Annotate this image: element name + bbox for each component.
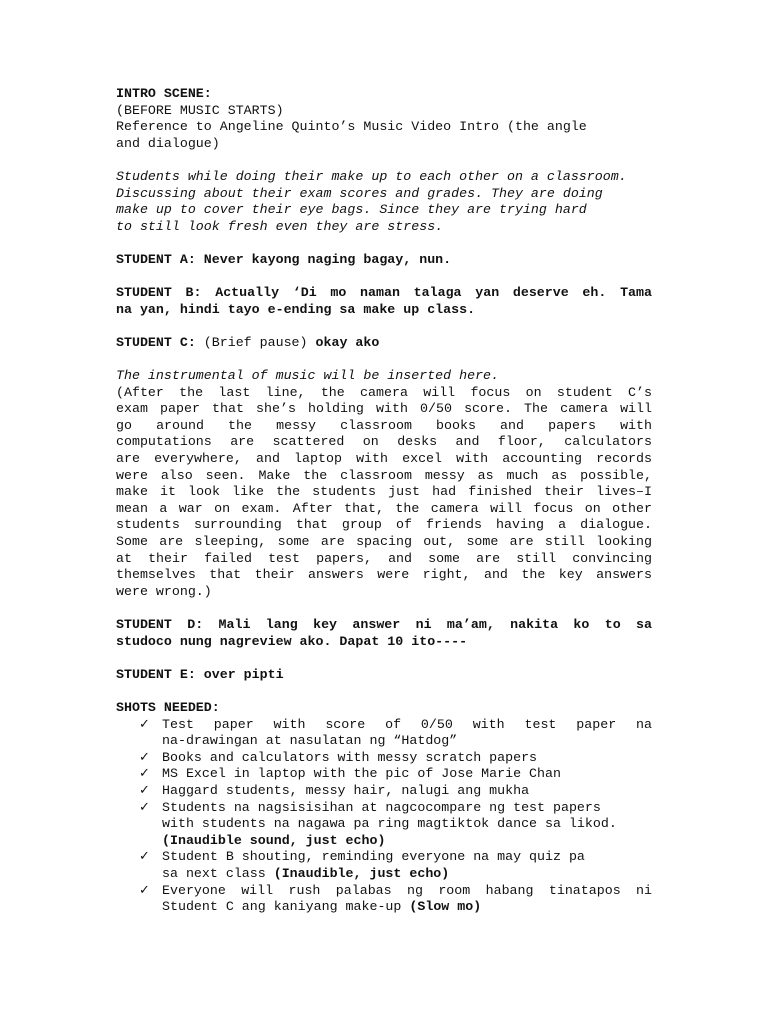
scene-description-line: make up to cover their eye bags. Since they are trying hard [116,202,587,218]
shot-item-note: (Inaudible, just echo) [273,865,450,881]
shot-item-text [162,899,652,916]
checkmark-icon: ✓ [139,799,150,815]
shots-heading: SHOTS NEEDED: [116,699,220,715]
checkmark-icon: ✓ [139,716,150,732]
shot-item-text-part: sa next class [162,865,274,881]
shot-item [116,750,652,767]
student-d-line: studoco nung nagreview ako. Dapat 10 ito---- [116,633,468,649]
intro-reference-line: and dialogue) [116,135,220,151]
student-c-direction: (Brief pause) [203,334,308,350]
student-b-line: STUDENT B: Actually ‘Di mo naman talaga yan deserve eh. Tama [116,285,652,301]
camera-direction-line: Some are sleeping, some are spacing out, some are still looking [116,534,652,550]
camera-direction-line: were wrong.) [116,583,212,599]
scene-description-line: to still look fresh even they are stress. [116,218,444,234]
checkmark-icon: ✓ [139,882,150,898]
shot-item [116,717,652,750]
shot-item-note: (Slow mo) [409,899,482,915]
student-a-line: STUDENT A: Never kayong naging bagay, nun. [116,251,452,267]
shot-item [116,766,652,783]
shots-list [116,717,652,916]
shot-item-text [162,866,652,883]
scene-description-line: Students while doing their make up to each other on a classroom. [116,168,627,184]
intro-sub: (BEFORE MUSIC STARTS) [116,102,284,118]
checkmark-icon: ✓ [139,849,150,865]
camera-direction-line: mean a war on exam. After that, the camera will focus on other [116,500,652,516]
shot-item-text: Haggard students, messy hair, nalugi ang mukha [162,782,530,798]
shot-item-text: Books and calculators with messy scratch papers [162,749,538,765]
shot-item-text: Test paper with score of 0/50 with test paper na [162,716,652,732]
shot-item [116,849,652,882]
student-e-line: STUDENT E: over pipti [116,666,284,682]
instrumental-note: The instrumental of music will be inserted here. [116,368,500,384]
camera-direction-line: exam paper that she’s holding with 0/50 score. The camera will [116,401,652,417]
intro-reference-line: Reference to Angeline Quinto’s Music Video Intro (the angle [116,119,587,135]
camera-direction-line: (After the last line, the camera will focus on student C’s [116,384,652,400]
student-d-line: STUDENT D: Mali lang key answer ni ma’am, nakita ko to sa [116,617,652,632]
shot-item-text: Everyone will rush palabas ng room habang tinatapos ni [162,882,652,898]
camera-direction-line: are everywhere, and laptop with excel with accounting records [116,451,652,467]
checkmark-icon: ✓ [139,749,150,765]
shot-item [116,800,652,850]
shot-item-text: Student B shouting, reminding everyone na may quiz pa [162,849,585,865]
shot-item [116,783,652,800]
shot-item-note: (Inaudible sound, just echo) [162,832,386,848]
shot-item [116,883,652,916]
student-c-line [116,335,652,352]
camera-direction-line: computations are scattered on desks and floor, calculators [116,434,652,450]
student-c-text: okay ako [315,334,380,350]
camera-direction-line: were also seen. Make the classroom messy as much as possible, [116,467,652,483]
shot-item-text: Students na nagsisisihan at nagcocompare ng test papers [162,799,601,815]
shot-item-text: with students na nagawa pa ring magtiktok dance sa likod. [162,816,617,832]
camera-direction-line: go around the messy classroom books and papers with [116,417,652,433]
shot-item-text: MS Excel in laptop with the pic of Jose Marie Chan [162,766,561,782]
student-b-line: na yan, hindi tayo e-ending sa make up class. [116,301,476,317]
shot-item-text-part: Student C ang kaniyang make-up [162,899,410,915]
scene-description-line: Discussing about their exam scores and grades. They are doing [116,185,603,201]
camera-direction-line: at their failed test papers, and some are still convincing [116,550,652,566]
checkmark-icon: ✓ [139,766,150,782]
student-c-speaker: STUDENT C: [116,334,196,350]
camera-direction-line: themselves that their answers were right, and the key answers [116,567,652,583]
checkmark-icon: ✓ [139,782,150,798]
camera-direction-line: make it look like the students just had finished their lives–I [116,484,652,500]
shot-item-text: na-drawingan at nasulatan ng “Hatdog” [162,733,458,749]
script-page [116,86,652,916]
intro-heading: INTRO SCENE: [116,86,212,101]
camera-direction-line: students surrounding that group of friends having a dialogue. [116,517,652,533]
